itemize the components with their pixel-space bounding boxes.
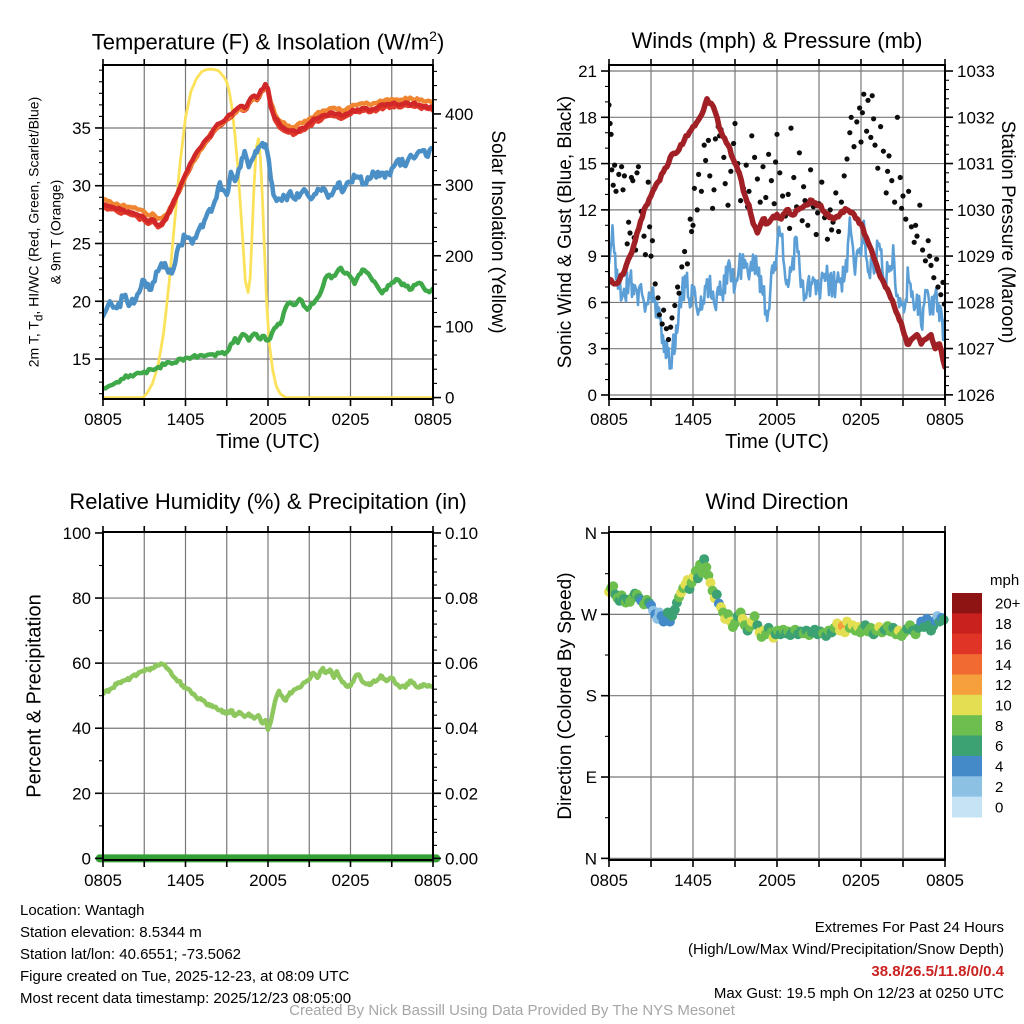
chart-wind-direction xyxy=(581,524,964,890)
y-left-axis xyxy=(63,524,103,868)
y-tick-label: 1029 xyxy=(957,247,995,267)
y-tick-label: 20 xyxy=(72,784,91,804)
colorbar-label: 2 xyxy=(995,779,1004,796)
y-tick-label: 300 xyxy=(445,175,474,195)
x-tick-label: 0805 xyxy=(414,871,452,890)
grid xyxy=(103,65,433,399)
wind-chart-title: Winds (mph) & Pressure (mb) xyxy=(631,28,923,53)
y-tick-label: 20 xyxy=(72,292,91,312)
y-tick-label: 1031 xyxy=(957,154,995,174)
station-elevation: Station elevation: 8.5344 m xyxy=(20,924,202,941)
y-left-axis xyxy=(581,524,609,868)
y-tick-label: 80 xyxy=(72,589,91,609)
x-tick-label: 0805 xyxy=(414,410,452,429)
colorbar-label: 12 xyxy=(995,677,1012,695)
x-tick-label: 2005 xyxy=(249,871,287,890)
y-tick-label: 0.08 xyxy=(445,589,479,609)
data-timestamp: Most recent data timestamp: 2025/12/23 08:05:00 xyxy=(20,990,352,1007)
humidity-axis-label: Percent & Precipitation xyxy=(23,594,46,798)
y-tick-label: 0.00 xyxy=(445,849,479,869)
y-right-axis xyxy=(945,62,995,405)
y-tick-label: 0.02 xyxy=(445,784,479,804)
colorbar-label: 6 xyxy=(995,738,1004,756)
y-tick-label: 35 xyxy=(72,118,91,138)
x-tick-label: 2005 xyxy=(249,410,287,429)
y-tick-label: N xyxy=(584,849,597,869)
x-tick-label: 1405 xyxy=(674,410,712,429)
chart-winds-pressure xyxy=(578,59,995,429)
y-tick-label: 1033 xyxy=(957,62,995,82)
credit-line: Created By Nick Bassill Using Data Provided By The NYS Mesonet xyxy=(289,1002,735,1019)
station-location: Location: Wantagh xyxy=(20,902,145,919)
y-tick-label: 0.10 xyxy=(445,523,479,543)
extremes-values: 38.8/26.5/11.8/0/0.4 xyxy=(871,963,1004,980)
insolation-axis-label: Solar Insolation (Yellow) xyxy=(487,130,508,334)
wind-direction-chart-title: Wind Direction xyxy=(705,489,849,514)
y-tick-label: 100 xyxy=(62,523,91,543)
pressure-axis-label: Station Pressure (Maroon) xyxy=(997,120,1018,344)
colorbar-label: 20+ xyxy=(995,595,1021,613)
wind-chart-x-axis-label: Time (UTC) xyxy=(725,431,829,453)
station-latlon: Station lat/lon: 40.6551; -73.5062 xyxy=(20,946,242,963)
x-tick-label: 0805 xyxy=(590,871,628,890)
colorbar-label: 10 xyxy=(995,697,1012,715)
x-tick-label: 0805 xyxy=(84,871,122,890)
x-tick-label: 0805 xyxy=(926,871,964,890)
y-tick-label: 15 xyxy=(578,154,597,174)
colorbar-label: 4 xyxy=(995,758,1004,776)
y-tick-label: E xyxy=(585,768,597,788)
y-left-axis xyxy=(578,62,609,405)
y-tick-label: 400 xyxy=(445,104,474,124)
x-tick-label: 0205 xyxy=(842,410,880,429)
colorbar-label: 18 xyxy=(995,616,1012,633)
colorbar-title: mph xyxy=(990,572,1020,589)
x-tick-label: 0805 xyxy=(926,410,964,429)
y-right-axis xyxy=(433,524,478,868)
max-gust: Max Gust: 19.5 mph On 12/23 at 0250 UTC xyxy=(713,985,1004,1002)
y-tick-label: 40 xyxy=(72,719,91,739)
grid xyxy=(103,532,433,860)
y-tick-label: 0 xyxy=(445,388,455,408)
extremes-subtitle: (High/Low/Max Wind/Precipitation/Snow Depth) xyxy=(688,941,1004,958)
y-tick-label: 1027 xyxy=(957,339,995,359)
y-tick-label: 0.04 xyxy=(445,719,479,739)
chart-humidity-precipitation xyxy=(63,524,478,890)
extremes-title: Extremes For Past 24 Hours xyxy=(814,919,1004,936)
y-tick-label: 100 xyxy=(445,317,474,337)
y-tick-label: 21 xyxy=(578,62,597,82)
x-tick-label: 0205 xyxy=(331,410,370,429)
y-tick-label: 1030 xyxy=(957,200,995,220)
chart-temperature-insolation xyxy=(72,59,473,429)
colorbar-label: 8 xyxy=(995,717,1004,735)
y-tick-label: 18 xyxy=(578,108,597,128)
y-tick-label: 12 xyxy=(578,200,597,220)
y-tick-label: 0 xyxy=(81,849,91,869)
x-tick-label: 0205 xyxy=(842,871,880,890)
y-tick-label: N xyxy=(584,523,597,543)
y-tick-label: 15 xyxy=(72,350,91,370)
colorbar-label: 14 xyxy=(995,656,1012,674)
direction-axis-label: Direction (Colored By Speed) xyxy=(555,572,576,820)
series-direction-scatter xyxy=(604,554,949,643)
x-tick-label: 1405 xyxy=(166,871,205,890)
y-tick-label: 1028 xyxy=(957,293,995,313)
speed-colorbar xyxy=(952,572,1021,818)
y-tick-label: 30 xyxy=(72,176,91,196)
x-tick-label: 1405 xyxy=(674,871,712,890)
y-tick-label: 6 xyxy=(587,293,597,313)
y-tick-label: 1026 xyxy=(957,385,995,405)
humidity-chart-title: Relative Humidity (%) & Precipitation (in) xyxy=(69,489,467,514)
y-tick-label: 60 xyxy=(72,654,91,674)
x-tick-label: 2005 xyxy=(758,871,796,890)
colorbar-label: 16 xyxy=(995,636,1012,654)
colorbar-label: 0 xyxy=(995,799,1004,817)
y-left-axis xyxy=(72,70,103,393)
y-tick-label: 0.06 xyxy=(445,654,479,674)
y-tick-label: 25 xyxy=(72,234,91,254)
y-tick-label: 200 xyxy=(445,246,474,266)
y-tick-label: 0 xyxy=(587,385,597,405)
figure-created: Figure created on Tue, 2025-12-23, at 08:09 UTC xyxy=(20,968,350,985)
series xyxy=(604,554,949,643)
y-tick-label: 1032 xyxy=(957,108,995,128)
temp-chart-title: Temperature (F) & Insolation $(W/m^2)$ xyxy=(91,28,445,55)
x-tick-label: 0205 xyxy=(331,871,370,890)
grid xyxy=(609,532,945,860)
wind-axis-label: Sonic Wind & Gust (Blue, Black) xyxy=(555,95,576,369)
y-right-axis xyxy=(433,71,473,407)
x-tick-label: 0805 xyxy=(590,410,628,429)
temp-chart-x-axis-label: Time (UTC) xyxy=(216,431,320,453)
y-tick-label: W xyxy=(580,605,597,625)
x-tick-label: 2005 xyxy=(758,410,796,429)
x-tick-label: 0805 xyxy=(84,410,122,429)
y-tick-label: 3 xyxy=(587,339,597,359)
x-tick-label: 1405 xyxy=(166,410,205,429)
y-tick-label: 9 xyxy=(587,247,597,267)
temp-chart-y-axis-label: 2m T, $T_d$, HI/WC (Red, Green, Scarlet/Blue) & 9m T (Orange) xyxy=(25,96,64,368)
y-tick-label: S xyxy=(585,686,597,706)
